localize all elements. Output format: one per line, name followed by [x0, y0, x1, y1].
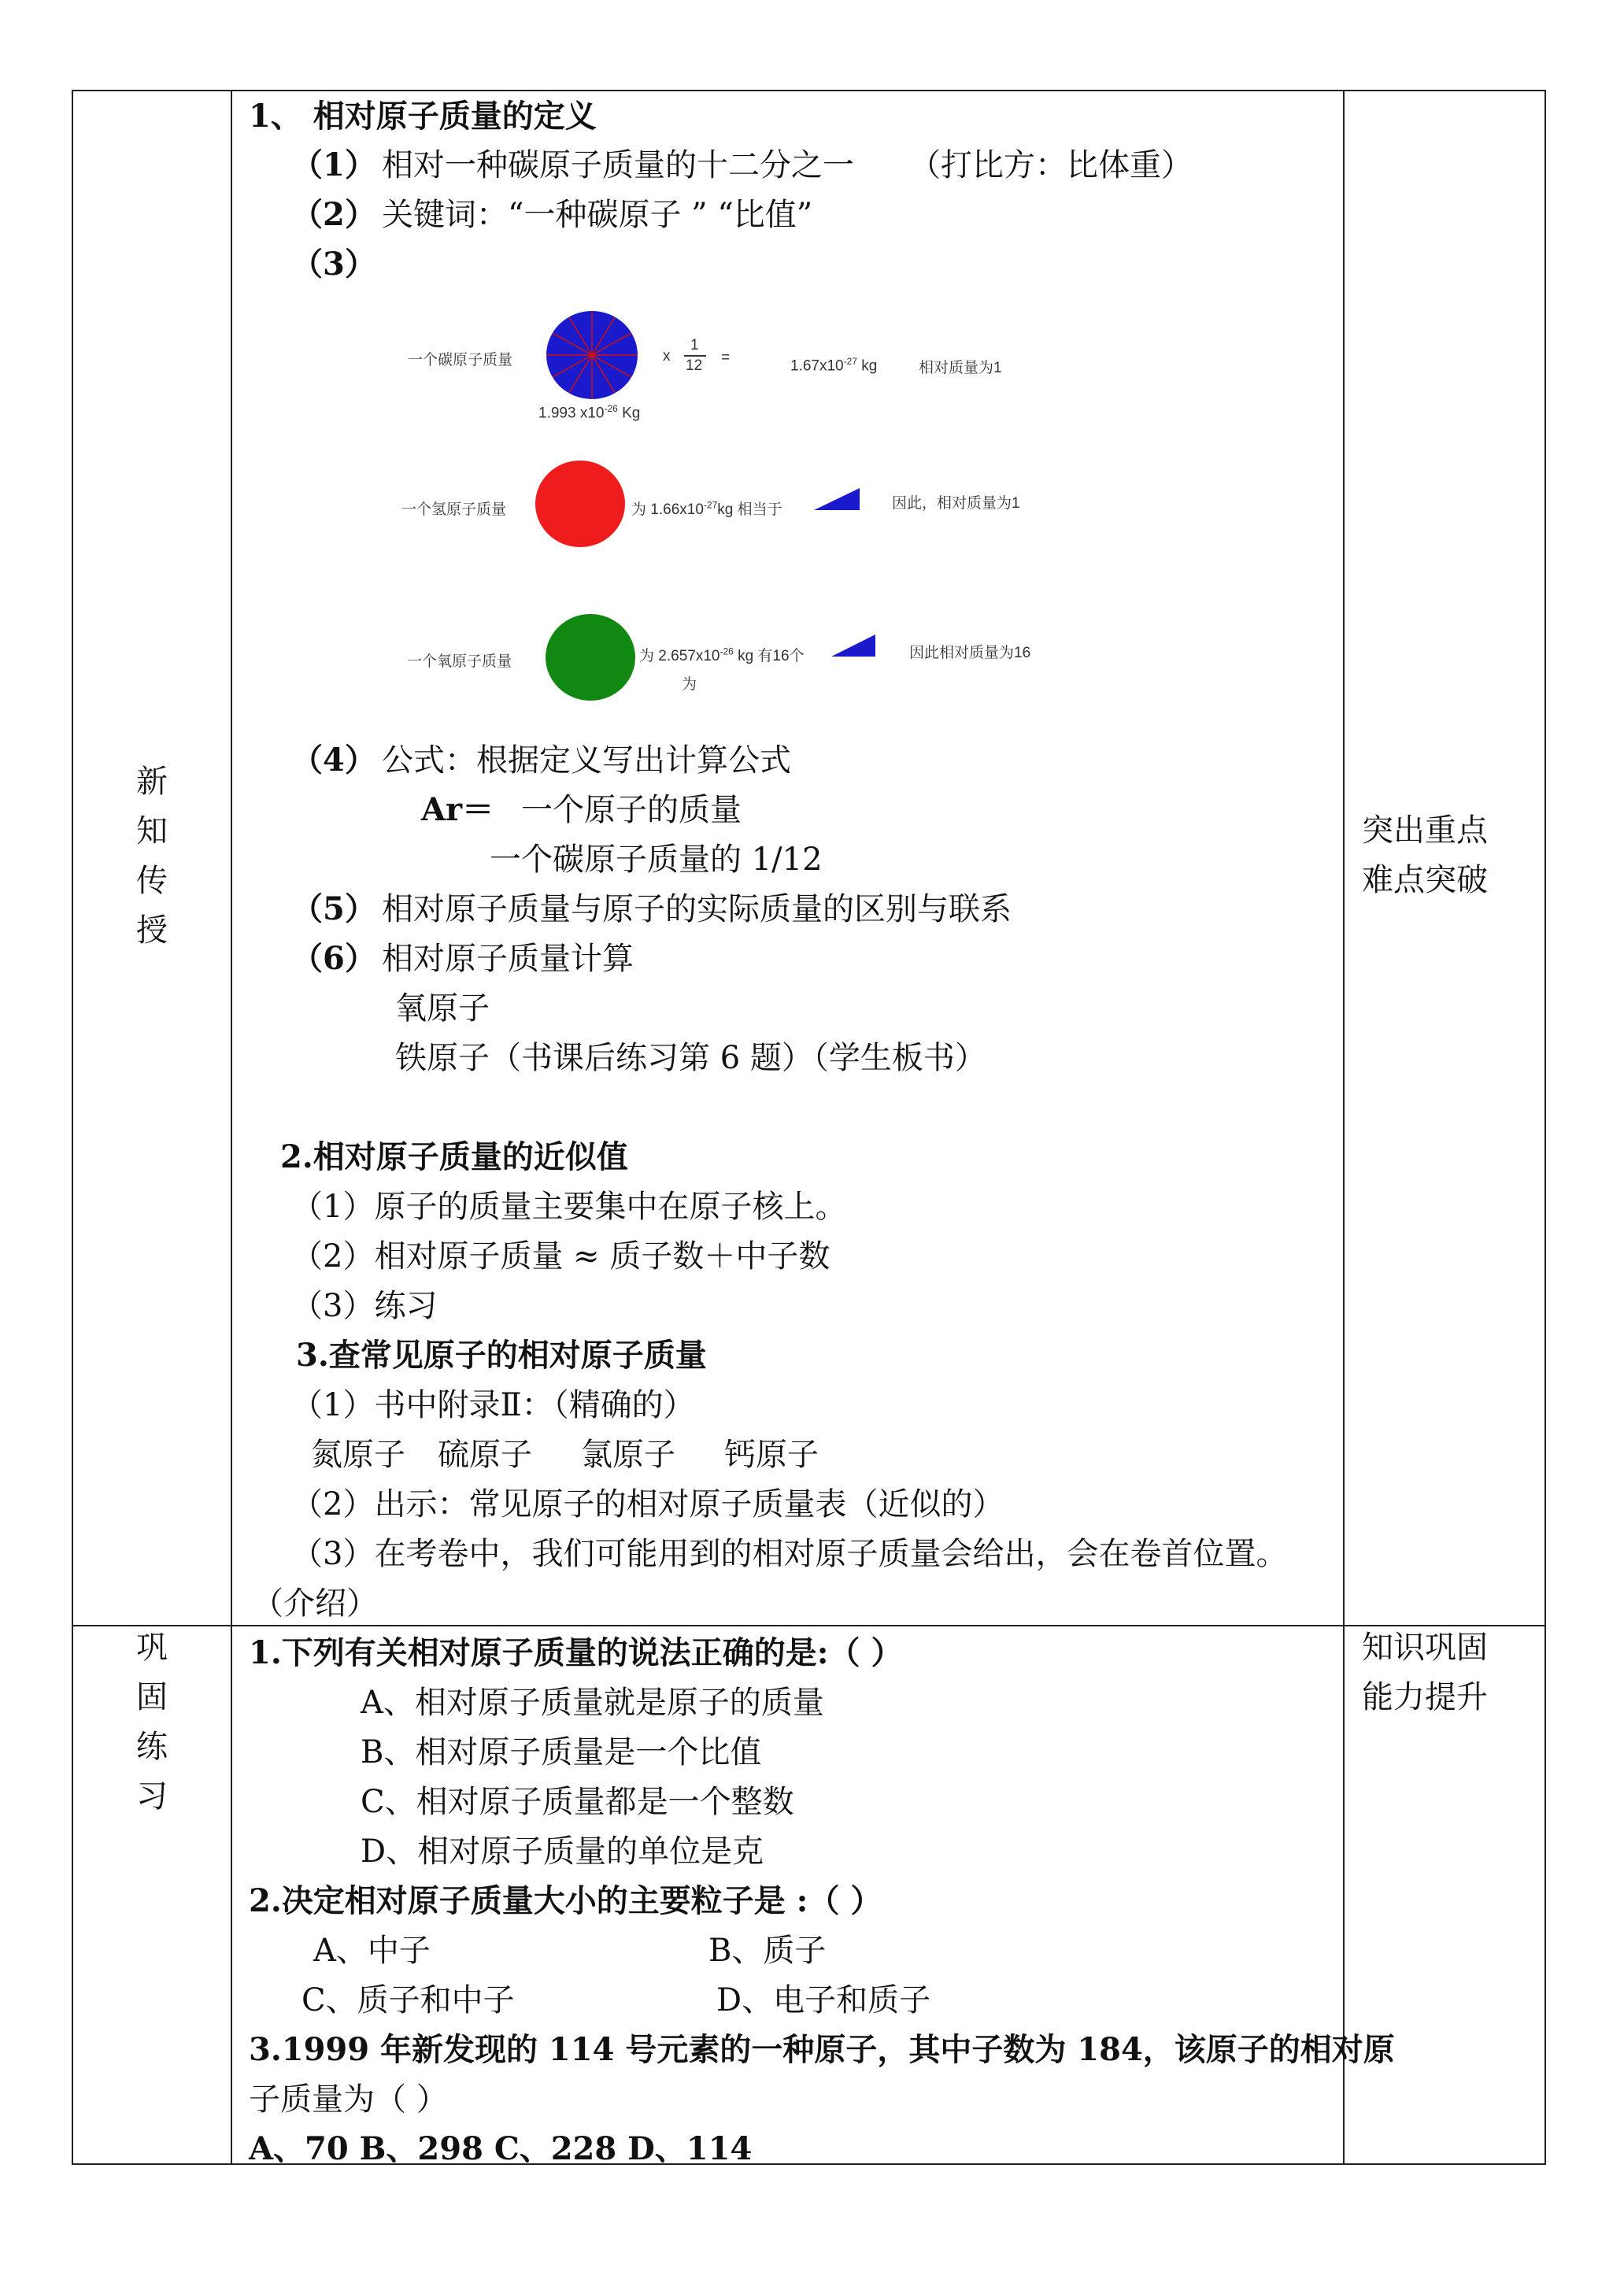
- carbon-relative-mass: 相对质量为1: [919, 360, 1002, 376]
- times-sign: x: [663, 348, 671, 364]
- atom-calcium: 钙原子: [724, 1437, 819, 1473]
- mass-unit-wedge-icon: [831, 635, 877, 658]
- heading-lookup: 3.查常见原子的相对原子质量: [296, 1337, 707, 1374]
- atom-sulfur: 硫原子: [438, 1437, 532, 1473]
- question-2-option-d: D、电子和质子: [716, 1982, 931, 2018]
- oxygen-relative-mass: 因此相对质量为16: [909, 645, 1031, 661]
- equals-sign: =: [721, 350, 731, 366]
- atom-chlorine: 氯原子: [581, 1437, 675, 1473]
- fraction-denominator: 12: [686, 357, 703, 374]
- question-1-option-c: C、相对原子质量都是一个整数: [361, 1784, 794, 1820]
- mass-unit-wedge-icon: [814, 488, 861, 512]
- question-2-option-a: A、中子: [313, 1933, 431, 1969]
- question-1-option-d: D、相对原子质量的单位是克: [361, 1833, 764, 1870]
- point-1-note: （打比方：比体重）: [909, 147, 1193, 183]
- carbon-atom-icon: [545, 309, 639, 401]
- point-6-text: 相对原子质量计算: [382, 941, 634, 977]
- formula-denominator: 一个碳原子质量的 1/12: [490, 842, 823, 878]
- formula-numerator: 一个原子的质量: [521, 792, 742, 828]
- table-border-top: [72, 90, 1546, 91]
- point-5-number: （5）: [291, 890, 376, 927]
- formula-lhs: Ar＝: [421, 791, 494, 828]
- point-3-number: （3）: [291, 246, 376, 283]
- question-2-option-c: C、质子和中子: [301, 1982, 515, 2018]
- section-goal-new-knowledge: 突出重点 难点突破: [1362, 812, 1488, 898]
- lookup-note: （介绍）: [252, 1585, 378, 1622]
- point-5-text: 相对原子质量与原子的实际质量的区别与联系: [382, 891, 1012, 927]
- table-border-right: [1544, 90, 1546, 2165]
- hydrogen-label: 一个氢原子质量: [401, 501, 507, 518]
- lookup-1: （1）书中附录Ⅱ：（精确的）: [291, 1387, 695, 1423]
- section-label-new-knowledge: 新 知 传 授: [136, 764, 168, 949]
- carbon-mass: 1.993 $x10^{-26}$ Kg: [538, 403, 641, 422]
- oxygen-label: 一个氧原子质量: [407, 653, 512, 670]
- atomic-mass-unit: $1.67x10^{-27}$ kg: [790, 356, 878, 375]
- point-6-oxygen: 氧原子: [395, 990, 490, 1027]
- approximation-3: （3）练习: [291, 1288, 438, 1324]
- oxygen-mass-wei: 为: [682, 676, 697, 693]
- atom-nitrogen: 氮原子: [311, 1437, 405, 1473]
- section-goal-practice: 知识巩固 能力提升: [1362, 1630, 1488, 1715]
- lookup-2: （2）出示：常见原子的相对原子质量表（近似的）: [291, 1486, 1004, 1523]
- table-col-divider-2: [1343, 90, 1345, 2165]
- hydrogen-relative-mass: 因此，相对质量为1: [892, 495, 1020, 512]
- approximation-2: （2）相对原子质量 ≈ 质子数＋中子数: [291, 1238, 830, 1275]
- question-2: 2.决定相对原子质量大小的主要粒子是 :（ ）: [249, 1882, 882, 1919]
- heading-approximation: 2.相对原子质量的近似值: [280, 1138, 628, 1175]
- table-border-left: [72, 90, 73, 2165]
- carbon-label: 一个碳原子质量: [408, 352, 513, 368]
- question-2-option-b: B、质子: [708, 1933, 827, 1969]
- oxygen-atom-icon: [545, 613, 636, 701]
- hydrogen-mass: 为 $1.66x10^{-27}kg$ 相当于: [631, 499, 782, 518]
- point-2-number: （2）: [291, 196, 376, 233]
- question-1-option-b: B、相对原子质量是一个比值: [361, 1734, 762, 1770]
- approximation-1: （1）原子的质量主要集中在原子核上。: [291, 1189, 847, 1225]
- heading-definition: 1、 相对原子质量的定义: [249, 98, 597, 135]
- question-3-line-1: 3.1999 年新发现的 114 号元素的一种原子，其中子数为 184，该原子的相对原: [249, 2031, 1395, 2068]
- lookup-3: （3）在考卷中，我们可能用到的相对原子质量会给出，会在卷首位置。: [291, 1536, 1288, 1572]
- point-4-text: 公式：根据定义写出计算公式: [382, 742, 791, 779]
- question-3-options: A、70 B、298 C、228 D、114: [249, 2130, 753, 2167]
- question-1-option-a: A、相对原子质量就是原子的质量: [361, 1685, 824, 1721]
- section-label-practice: 巩 固 练 习: [136, 1630, 168, 1815]
- fraction-numerator: 1: [690, 337, 699, 353]
- point-6-iron: 铁原子（书课后练习第 6 题）（学生板书）: [395, 1040, 986, 1076]
- question-1: 1.下列有关相对原子质量的说法正确的是:（ ）: [249, 1634, 903, 1671]
- point-4-number: （4）: [291, 742, 376, 779]
- question-3-line-2: 子质量为（ ）: [249, 2081, 448, 2118]
- point-1-number: （1）: [291, 146, 376, 183]
- point-1-text: 相对一种碳原子质量的十二分之一: [382, 147, 854, 183]
- oxygen-mass: 为 $2.657x10^{-26}$ kg 有16个: [639, 646, 805, 664]
- table-col-divider-1: [231, 90, 232, 2165]
- table-row-divider: [72, 1625, 1546, 1626]
- point-6-number: （6）: [291, 940, 376, 977]
- fraction-bar: [684, 355, 706, 357]
- point-2-text: 关键词：“一种碳原子 ” “比值”: [382, 197, 813, 233]
- hydrogen-atom-icon: [535, 460, 626, 548]
